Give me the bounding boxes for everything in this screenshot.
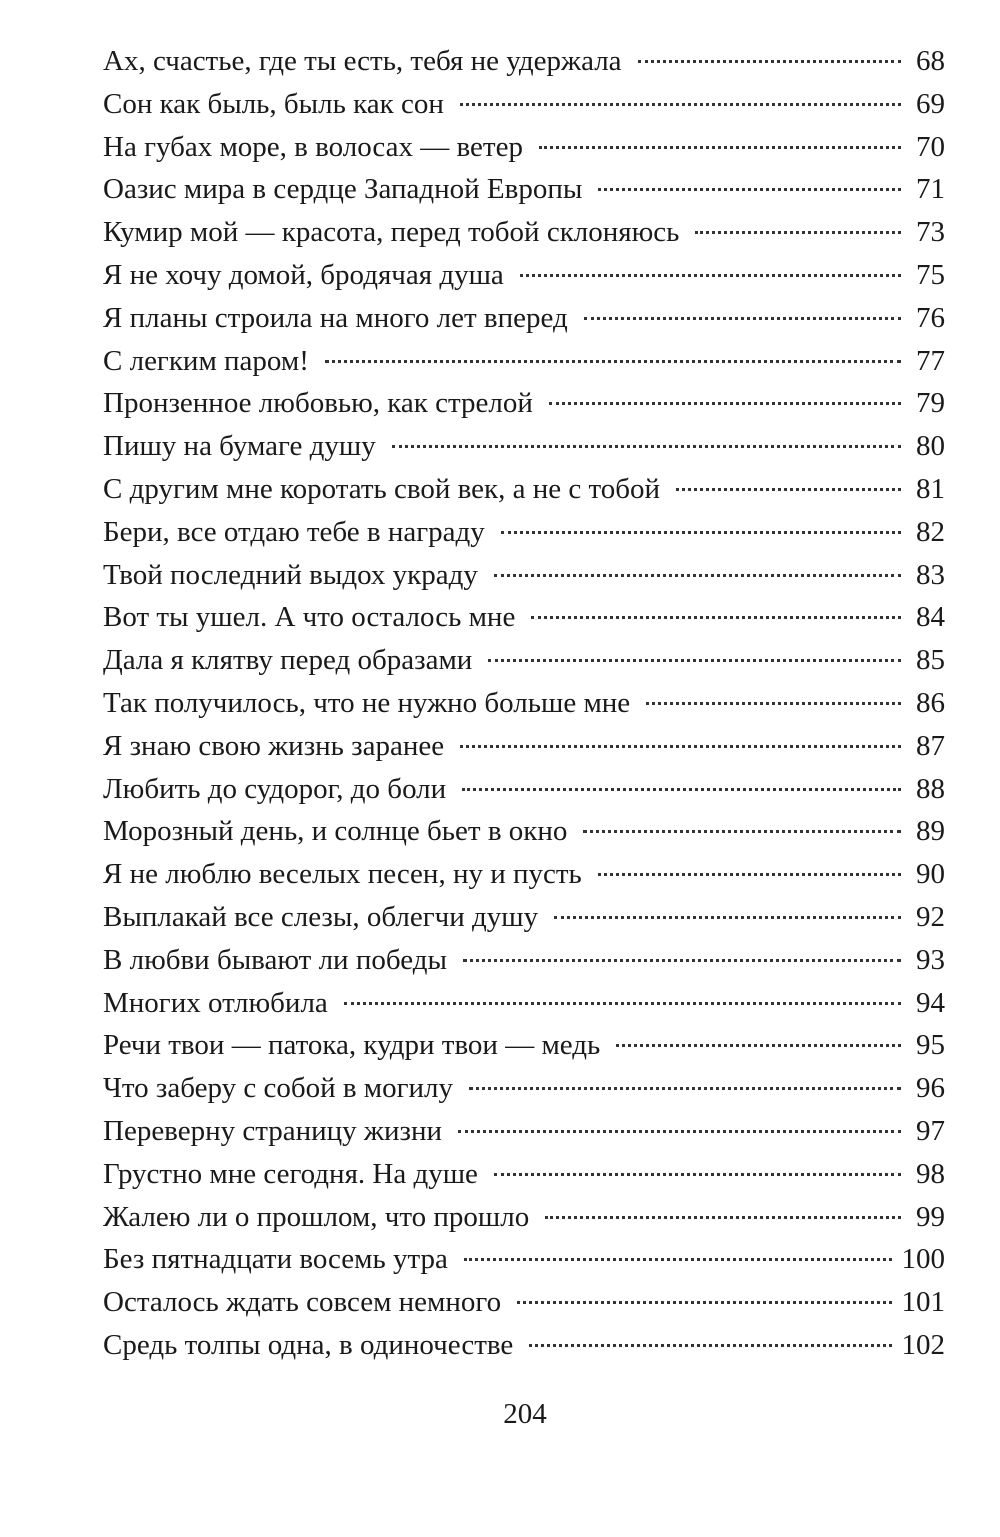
toc-entry [103,468,945,511]
dot-leader [460,103,901,106]
toc-entry-page: 76 [916,301,945,334]
toc-entry-title: Пронзенное любовью, как стрелой [103,387,533,420]
toc-entry-page: 95 [916,1029,945,1062]
dot-leader [616,1044,901,1047]
toc-entry-title: Твой последний выдох украду [103,558,478,591]
dot-leader [676,488,901,491]
toc-entry [103,254,945,297]
toc-entry-title: Ах, счастье, где ты есть, тебя не удержала [103,45,622,77]
toc-entry [103,896,945,939]
toc-entry-title: Так получилось, что не нужно больше мне [103,686,631,719]
toc-entry [103,596,945,639]
dot-leader [539,146,901,149]
toc-entry-page: 101 [901,1286,945,1319]
toc-entry-page: 82 [916,515,945,548]
dot-leader [638,60,901,63]
toc-entry-title: Средь толпы одна, в одиночестве [103,1328,514,1361]
toc-entry [103,554,945,597]
toc-entry-title: Переверну страницу жизни [103,1114,442,1147]
toc-entry [103,982,945,1025]
toc-entry-title: Бери, все отдаю тебе в награду [103,515,485,548]
toc-entry-page: 92 [916,900,945,933]
toc-entry [103,768,945,811]
toc-entry-title: Я не хочу домой, бродячая душа [103,258,504,291]
toc-entry-title: Сон как быль, быль как сон [103,87,444,120]
toc-entry-page: 69 [916,87,945,120]
toc-entry-page: 90 [916,858,945,891]
toc-entry [103,810,945,853]
toc-entry-title: Дала я клятву перед образами [103,644,473,677]
toc-entry [103,382,945,425]
toc-entry-page: 84 [916,601,945,634]
dot-leader [458,1130,901,1133]
toc-entry-page: 86 [916,686,945,719]
dot-leader [584,317,901,320]
toc-entry-title: Я знаю свою жизнь заранее [103,729,445,762]
dot-leader [462,788,901,791]
dot-leader [554,916,901,919]
dot-leader [531,616,901,619]
toc-entry-page: 81 [916,472,945,505]
dot-leader [494,1173,901,1176]
dot-leader [488,659,901,662]
toc-entry [103,682,945,725]
toc-entry [103,425,945,468]
dot-leader [598,873,901,876]
toc-entry-title: Кумир мой — красота, перед тобой склоняюсь [103,216,680,249]
dot-leader [344,1002,901,1005]
toc-entry [103,1281,945,1324]
toc-entry [103,168,945,211]
dot-leader [464,1258,892,1261]
toc-entry-page: 77 [916,344,945,377]
toc-entry-page: 102 [901,1328,945,1361]
toc-entry-page: 96 [916,1072,945,1105]
toc-entry [103,1238,945,1281]
toc-entry [103,297,945,340]
toc-entry [103,1324,945,1367]
dot-leader [545,1216,901,1219]
toc-entry [103,340,945,383]
dot-leader [469,1087,901,1090]
toc-entry-title: В любви бывают ли победы [103,943,447,976]
toc-entry-title: Без пятнадцати восемь утра [103,1243,448,1276]
toc-entry-page: 99 [916,1200,945,1233]
toc-entry-page: 97 [916,1114,945,1147]
toc-entry-page: 100 [901,1243,945,1276]
toc-entry-page: 70 [916,130,945,163]
toc-entry-title: Речи твои — патока, кудри твои — медь [103,1029,601,1062]
toc-entry-page: 98 [916,1157,945,1190]
toc-entry-page: 93 [916,943,945,976]
toc-entry-title: Грустно мне сегодня. На душе [103,1157,478,1190]
toc-entry [103,725,945,768]
toc-entry-page: 85 [916,644,945,677]
toc-entry-title: Оазис мира в сердце Западной Европы [103,173,583,206]
dot-leader [520,274,901,277]
toc-entry-page: 75 [916,258,945,291]
toc-entry-page: 94 [916,986,945,1019]
toc-entry-title: Любить до судорог, до боли [103,772,447,805]
toc-entry-page: 80 [916,430,945,463]
toc-entry [103,939,945,982]
toc-entry-title: Я не люблю веселых песен, ну и пусть [103,858,582,891]
toc-entry-page: 87 [916,729,945,762]
toc-entry-title: Я планы строила на много лет вперед [103,301,568,334]
toc-entry-title: Пишу на бумаге душу [103,430,376,463]
dot-leader [494,574,901,577]
toc-entry-title: С другим мне коротать свой век, а не с тобой [103,472,661,505]
dot-leader [549,402,901,405]
toc-entry [103,126,945,169]
toc-entry-title: На губах море, в волосах — ветер [103,130,523,163]
toc-entry-page: 88 [916,772,945,805]
dot-leader [460,745,901,748]
toc-entry [103,853,945,896]
dot-leader [463,959,901,962]
toc-entry-title: Морозный день, и солнце бьет в окно [103,815,568,848]
dot-leader [529,1344,891,1347]
dot-leader [646,702,901,705]
dot-leader [583,830,901,833]
toc-entry-page: 71 [916,173,945,206]
toc-entry [103,639,945,682]
toc-entry-page: 73 [916,216,945,249]
toc-entry [103,40,945,83]
dot-leader [517,1301,891,1304]
toc-entry-title: Вот ты ушел. А что осталось мне [103,601,516,634]
toc-entry-title: Жалею ли о прошлом, что прошло [103,1200,530,1233]
toc-entry-title: Осталось ждать совсем немного [103,1286,502,1319]
page-number: 204 [503,1398,547,1430]
toc-entry-page: 89 [916,815,945,848]
dot-leader [695,231,901,234]
toc-entry [103,211,945,254]
dot-leader [598,188,901,191]
dot-leader [501,531,901,534]
toc-entry-page: 79 [916,387,945,420]
toc-entry [103,1196,945,1239]
table-of-contents [103,40,945,1367]
toc-entry-page: 68 [916,45,945,77]
toc-entry [103,83,945,126]
toc-entry-title: Многих отлюбила [103,986,328,1019]
dot-leader [392,445,901,448]
toc-entry-page: 83 [916,558,945,591]
toc-entry [103,1067,945,1110]
toc-entry [103,1110,945,1153]
toc-entry-title: С легким паром! [103,344,309,377]
toc-entry [103,1153,945,1196]
toc-entry-title: Что заберу с собой в могилу [103,1072,454,1105]
toc-entry-title: Выплакай все слезы, облегчи душу [103,900,539,933]
dot-leader [325,360,901,363]
toc-entry [103,511,945,554]
toc-entry [103,1024,945,1067]
